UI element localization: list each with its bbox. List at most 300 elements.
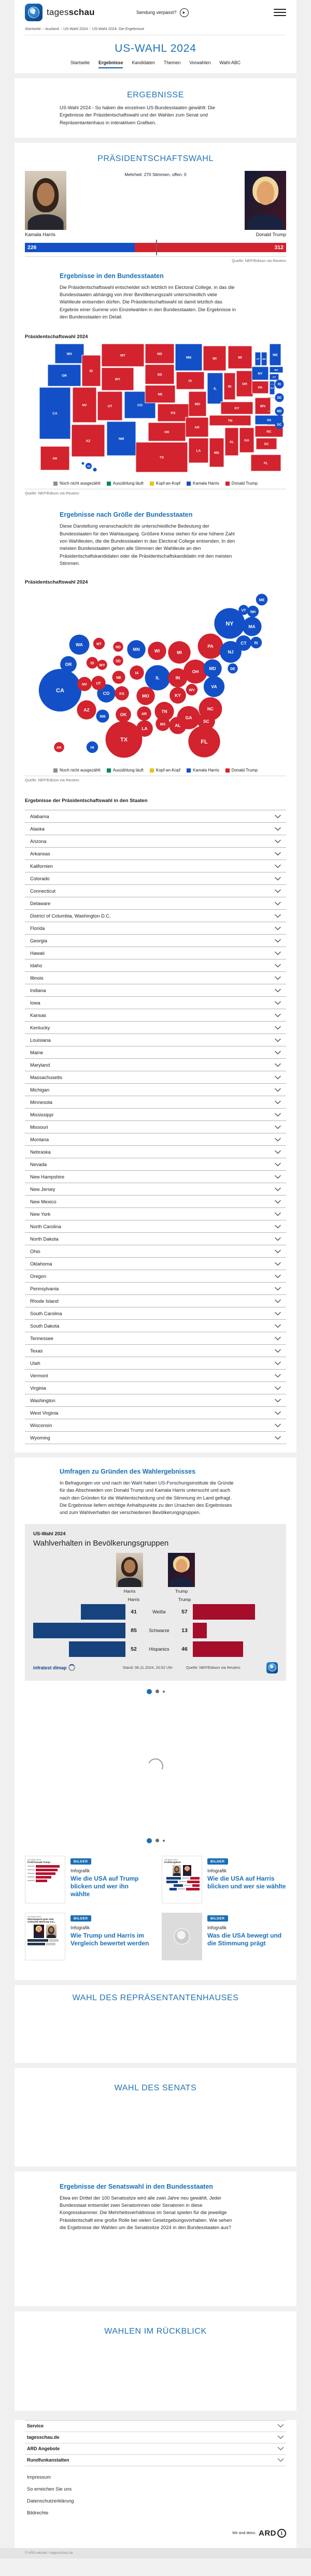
review-heading: WAHLEN IM RÜCKBLICK (104, 2326, 207, 2336)
trump-bar (193, 1641, 243, 1657)
svg-text:NE: NE (116, 676, 121, 680)
tab-vorwahlen[interactable]: Vorwahlen (189, 60, 211, 65)
us-choropleth-map[interactable] (25, 344, 286, 473)
svg-text:AL: AL (175, 722, 181, 728)
svg-text:KS: KS (119, 692, 124, 696)
state-row[interactable] (25, 1096, 286, 1108)
state-row[interactable] (25, 947, 286, 959)
majority-marker (156, 240, 157, 255)
state-row-label: Arkansas (30, 851, 50, 856)
source-note: Quelle: NEP/Edison via Reuters (25, 778, 79, 783)
state-row-label: Pennsylvania (30, 1286, 59, 1291)
chevron-down-icon (275, 1386, 281, 1390)
state-row[interactable] (25, 835, 286, 847)
svg-text:CT: CT (273, 376, 276, 379)
svg-text:ID: ID (89, 369, 93, 373)
harris-bar (81, 1604, 125, 1620)
state-row[interactable] (25, 984, 286, 996)
chart-title: Wahlverhalten in Bevölkerungsgruppen (33, 1538, 169, 1548)
chevron-down-icon (275, 1100, 281, 1104)
chevron-down-icon (277, 2447, 284, 2451)
chevron-down-icon (275, 1026, 281, 1030)
legend-swatch (53, 482, 58, 486)
chevron-down-icon (275, 1312, 281, 1316)
state-row[interactable] (25, 1083, 286, 1096)
teaser-kicker: Infografik (207, 1868, 227, 1873)
svg-text:ND: ND (157, 352, 162, 356)
svg-text:OH: OH (242, 382, 247, 386)
svg-text:MS: MS (160, 722, 166, 726)
state-row[interactable] (25, 1133, 286, 1145)
state-row-label: Utah (30, 1360, 40, 1366)
svg-text:MT: MT (96, 642, 102, 646)
carousel-dot-active[interactable] (147, 1838, 152, 1843)
footer-accordion-label: Rundfunkanstalten (27, 2457, 69, 2463)
svg-text:NC: NC (266, 430, 272, 434)
legend-label: Donald Trump (231, 481, 258, 486)
state-row-label: Colorado (30, 876, 50, 881)
legend-label: Kopf-an-Kopf (156, 768, 181, 773)
svg-text:WA: WA (66, 352, 73, 356)
svg-text:MA: MA (274, 369, 278, 372)
loading-area (25, 1694, 286, 1838)
chevron-down-icon (275, 1038, 281, 1042)
electoral-votes-bar (25, 243, 286, 252)
svg-text:NM: NM (100, 715, 106, 719)
thumb-title: Profilvergleich (164, 1860, 181, 1864)
state-row[interactable] (25, 909, 286, 922)
svg-text:TX: TX (120, 737, 128, 744)
state-row[interactable] (25, 1319, 286, 1332)
chevron-down-icon (275, 1399, 281, 1403)
svg-text:WI: WI (213, 357, 217, 361)
svg-text:AR: AR (194, 426, 200, 430)
state-row[interactable] (25, 1046, 286, 1058)
svg-text:IA: IA (135, 671, 139, 675)
state-row[interactable] (25, 971, 286, 984)
state-row[interactable] (25, 1245, 286, 1257)
state-row-label: Nevada (30, 1161, 47, 1167)
header-card (15, 0, 296, 73)
polls-heading[interactable]: Umfragen zu Gründen des Wahlergebnisses (60, 1468, 196, 1476)
teaser-kicker: Infografik (70, 1925, 90, 1930)
bubble-map-legend (25, 768, 286, 773)
footer-accordion-row[interactable] (25, 2454, 286, 2466)
state-row[interactable] (25, 860, 286, 872)
svg-text:IN: IN (228, 385, 232, 389)
harris-photo (25, 171, 66, 230)
play-icon[interactable]: ▶ (180, 8, 189, 17)
teaser-card (25, 1856, 149, 1903)
chevron-down-icon (275, 827, 281, 831)
legend-item (225, 768, 258, 773)
svg-text:VA: VA (211, 683, 217, 689)
globe-icon (174, 1928, 190, 1945)
footer-accordion-label: ARD Angebote (27, 2446, 60, 2452)
svg-text:IA: IA (188, 379, 192, 383)
tagesschau-logo-icon[interactable]: 1 (25, 4, 43, 21)
harris-bar (69, 1641, 125, 1657)
state-row[interactable] (25, 934, 286, 947)
svg-text:SC: SC (264, 442, 269, 446)
thumb-title: Überwiegend gute oder schlechte Meinung von... (27, 1917, 56, 1923)
ard-footer-logo: ARD 1 (259, 2529, 286, 2538)
svg-text:AZ: AZ (83, 707, 90, 712)
footer-accordion-label: tagesschau.de (27, 2435, 60, 2440)
category-label: Weiße (152, 1609, 166, 1614)
legend-swatch (107, 768, 111, 773)
svg-text:KS: KS (171, 411, 176, 415)
presidential-card (15, 143, 296, 1452)
state-row-label: Wyoming (30, 1435, 50, 1440)
trump-bar (193, 1623, 207, 1638)
chevron-down-icon (275, 864, 281, 868)
loading-spinner-icon (146, 1756, 165, 1775)
carousel-dot-active[interactable] (147, 1689, 152, 1694)
svg-text:AK: AK (56, 746, 62, 750)
trump-ev-value: 312 (274, 244, 284, 251)
bilder-badge: BILDER (207, 1858, 228, 1865)
svg-text:TN: TN (161, 708, 167, 714)
tab-kandidaten[interactable]: Kandidaten (132, 60, 155, 65)
thumb-kicker: US-Wahl 2024 (27, 1915, 41, 1918)
senate-results-heading[interactable]: Ergebnisse der Senatswahl in den Bundesstaaten (60, 2182, 213, 2190)
ard-tagline: Wir sind deins. (232, 2531, 256, 2535)
mini-photo (34, 1925, 44, 1938)
state-accordion (25, 810, 286, 1444)
states-section-heading[interactable]: Ergebnisse in den Bundesstaaten (60, 272, 164, 280)
legend-label: Kamala Harris (193, 481, 219, 486)
state-row[interactable] (25, 897, 286, 909)
footer-accordion (25, 2420, 286, 2466)
infographic-teasers (25, 1856, 286, 1960)
teaser-title-link[interactable]: Wie die USA auf Harris blicken und wer sie wählte (207, 1874, 286, 1890)
legend-item (53, 768, 101, 773)
state-row[interactable] (25, 1158, 286, 1170)
source-note: Quelle: NEP/Edison via Reuters (232, 258, 286, 263)
tagesschau-wordmark[interactable]: tagesschau (47, 7, 95, 17)
state-row[interactable] (25, 959, 286, 971)
chevron-down-icon (275, 1411, 281, 1415)
state-row-label: Iowa (30, 1000, 40, 1006)
svg-text:DE: DE (230, 667, 235, 671)
trump-value: 57 (181, 1608, 188, 1615)
state-row[interactable] (25, 1369, 286, 1381)
trump-bar (193, 1604, 255, 1620)
svg-text:VA: VA (266, 418, 272, 423)
harris-value: 85 (131, 1627, 137, 1634)
state-row[interactable] (25, 1034, 286, 1046)
bilder-badge: BILDER (207, 1915, 228, 1922)
mini-photo (183, 1865, 191, 1876)
teaser-thumbnail[interactable] (162, 1856, 202, 1903)
svg-text:HI: HI (90, 746, 94, 750)
legend-label: Kamala Harris (193, 768, 219, 773)
footer-link[interactable]: So erreichen Sie uns (27, 2486, 72, 2492)
teaser-text (70, 1913, 149, 1960)
state-row-label: Kalifornien (30, 863, 53, 869)
chevron-down-icon (275, 976, 281, 980)
state-row[interactable] (25, 1257, 286, 1270)
bubble-map-label: Präsidentschaftswahl 2024 (25, 579, 88, 586)
trump-caption: Trump (175, 1588, 188, 1594)
state-row[interactable] (25, 810, 286, 822)
results-heading: ERGEBNISSE (126, 91, 185, 99)
legend-item (107, 768, 144, 773)
chart-stand: Stand: 06.11.2024, 20:52 Uhr (122, 1665, 173, 1670)
svg-text:AL: AL (229, 440, 234, 444)
svg-text:CT: CT (241, 640, 247, 646)
state-row-label: Louisiana (30, 1037, 51, 1043)
state-row[interactable] (25, 822, 286, 835)
state-row[interactable] (25, 1406, 286, 1419)
state-row[interactable] (25, 1394, 286, 1406)
chevron-down-icon (275, 1138, 281, 1142)
svg-text:NH: NH (250, 610, 256, 614)
breadcrumb-separator-icon: › (42, 26, 44, 31)
polls-text: In Befragungen vor und nach der Wahl haben US-Forschungsinstitute die Gründe für das Abschneiden von Donald Trump und Kamala Harris untersucht und auch nach den Gründen für die Wahlentscheidung und die Stimmung im Land gefragt. Die Ergebnisse liefern wichtige Anhaltspunkte zu den Ursachen des Ergebnisses und zum Wahlverhalten der verschiedenen Bevölkerungsgruppen. (60, 1480, 234, 1516)
chevron-down-icon (275, 852, 281, 856)
svg-text:AK: AK (52, 457, 58, 461)
chevron-down-icon (275, 1200, 281, 1204)
demographics-chart (33, 1597, 278, 1657)
teaser-kicker: Infografik (207, 1925, 227, 1930)
svg-text:TX: TX (159, 456, 164, 460)
harris-ev-bar (25, 243, 135, 252)
teaser-thumbnail[interactable] (162, 1913, 202, 1960)
chevron-down-icon (275, 839, 281, 843)
state-row[interactable] (25, 1009, 286, 1021)
teaser-kicker: Infografik (70, 1868, 90, 1873)
carousel-dot[interactable] (156, 1690, 159, 1693)
state-row-label: Maryland (30, 1062, 50, 1068)
harris-bar-cell (33, 1623, 125, 1638)
chevron-down-icon (275, 1013, 281, 1017)
chevron-down-icon (275, 1175, 281, 1179)
state-row[interactable] (25, 1145, 286, 1158)
state-row[interactable] (25, 847, 286, 860)
state-row-label: Montana (30, 1137, 49, 1142)
footer-link[interactable]: Impressum (27, 2474, 51, 2480)
legend-swatch (187, 482, 191, 486)
footer-link[interactable]: Datenschutzerklärung (27, 2498, 74, 2504)
legend-label: Kopf-an-Kopf (156, 481, 181, 486)
chevron-down-icon (275, 1287, 281, 1291)
house-card (15, 1985, 296, 2063)
svg-text:MO: MO (142, 693, 149, 698)
svg-text:FL: FL (201, 739, 208, 746)
state-row-label: Connecticut (30, 888, 56, 894)
state-row[interactable] (25, 1183, 286, 1195)
tab-themen[interactable]: Themen (164, 60, 181, 65)
svg-text:WV: WV (260, 404, 266, 409)
state-row[interactable] (25, 1058, 286, 1071)
state-row-label: Delaware (30, 900, 51, 906)
state-row[interactable] (25, 1419, 286, 1431)
state-row[interactable] (25, 1307, 286, 1319)
state-row[interactable] (25, 922, 286, 934)
svg-text:OR: OR (65, 661, 72, 667)
chevron-down-icon (275, 1063, 281, 1067)
state-row-label: Wisconsin (30, 1422, 52, 1428)
chevron-down-icon (275, 1299, 281, 1303)
results-intro-card (15, 78, 296, 138)
svg-text:SC: SC (203, 718, 209, 724)
carousel-dot[interactable] (163, 1840, 165, 1842)
trump-photo (245, 171, 286, 230)
carousel-dot[interactable] (156, 1839, 159, 1842)
state-row[interactable] (25, 1294, 286, 1307)
svg-text:MO: MO (194, 402, 201, 406)
teaser-title-link[interactable]: Wie Trump und Harris im Vergleich bewertet werden (70, 1931, 149, 1947)
legend-item (150, 481, 180, 486)
svg-text:LA: LA (196, 449, 201, 453)
state-row[interactable] (25, 1120, 286, 1133)
trump-column-header: Trump (178, 1596, 191, 1602)
state-row-label: District of Columbia, Washington D.C. (30, 913, 111, 919)
chevron-down-icon (277, 2458, 284, 2462)
footer-link[interactable]: Bildrechte (27, 2510, 49, 2515)
state-row[interactable] (25, 996, 286, 1009)
trump-bar-cell (193, 1604, 278, 1620)
tab-wahl-abc[interactable]: Wahl-ABC (219, 60, 241, 65)
svg-text:TN: TN (228, 419, 233, 423)
state-row[interactable] (25, 1207, 286, 1220)
chevron-down-icon (277, 2435, 284, 2439)
state-row-label: North Carolina (30, 1224, 61, 1229)
missed-broadcast-label: Sendung verpasst? (136, 10, 177, 15)
svg-text:CO: CO (137, 403, 143, 407)
state-row[interactable] (25, 1332, 286, 1344)
footer-accordion-row[interactable] (25, 2420, 286, 2432)
state-row[interactable] (25, 1071, 286, 1083)
legend-label: Noch nicht ausgezählt (60, 768, 101, 773)
state-row-label: Illinois (30, 975, 44, 981)
us-bubble-map[interactable] (25, 588, 286, 760)
breadcrumb-item[interactable]: US-Wahl 2024: Die Ergebnisse (92, 26, 145, 31)
chevron-down-icon (275, 988, 281, 993)
state-row-label: Idaho (30, 963, 43, 968)
trump-name: Donald Trump (256, 231, 286, 237)
hamburger-menu-icon[interactable] (274, 9, 286, 17)
chevron-down-icon (275, 1162, 281, 1167)
svg-text:HI: HI (87, 465, 90, 469)
svg-text:MS: MS (214, 451, 219, 455)
legend-label: Auszählung läuft (112, 768, 144, 773)
demographics-chart-card (25, 1524, 286, 1681)
state-row-label: Minnesota (30, 1099, 52, 1105)
state-row[interactable] (25, 1381, 286, 1394)
state-row[interactable] (25, 884, 286, 897)
carousel-dot[interactable] (163, 1691, 165, 1693)
breadcrumb-item[interactable]: US-Wahl 2024 (63, 26, 88, 31)
state-row[interactable] (25, 1282, 286, 1294)
svg-text:NJ: NJ (228, 649, 234, 654)
state-row-label: South Carolina (30, 1311, 62, 1316)
svg-text:ME: ME (273, 353, 278, 357)
svg-text:WY: WY (115, 377, 121, 382)
chevron-down-icon (275, 901, 281, 906)
svg-text:OR: OR (62, 374, 67, 378)
teaser-thumbnail[interactable] (25, 1913, 65, 1960)
state-row[interactable] (25, 1195, 286, 1207)
choropleth-label: Präsidentschaftswahl 2024 (25, 334, 88, 340)
svg-text:DC: DC (277, 424, 282, 427)
state-row-label: Kansas (30, 1012, 47, 1018)
state-row[interactable] (25, 1431, 286, 1444)
breadcrumb-item[interactable]: Ausland (45, 26, 59, 31)
mini-photo (173, 1865, 181, 1876)
state-row[interactable] (25, 1344, 286, 1357)
state-row-label: Tennessee (30, 1335, 53, 1341)
chevron-down-icon (275, 1436, 281, 1440)
harris-value: 41 (131, 1608, 137, 1615)
state-row[interactable] (25, 1170, 286, 1183)
state-row[interactable] (25, 1232, 286, 1245)
tab-startseite[interactable]: Startseite (70, 60, 90, 65)
breadcrumb-item[interactable]: Startseite (25, 26, 41, 31)
svg-text:OH: OH (192, 668, 199, 674)
state-row[interactable] (25, 1270, 286, 1282)
chevron-down-icon (275, 1324, 281, 1328)
svg-text:NJ: NJ (271, 387, 274, 390)
legend-swatch (187, 768, 191, 773)
state-row-label: Alaska (30, 826, 45, 832)
svg-text:CA: CA (56, 688, 64, 694)
chevron-down-icon (275, 1274, 281, 1278)
state-row[interactable] (25, 1108, 286, 1120)
chevron-down-icon (275, 926, 281, 930)
tab-ergebnisse[interactable]: Ergebnisse (98, 60, 123, 68)
harris-column-header: Harris (128, 1596, 140, 1602)
legend-item (53, 481, 101, 486)
svg-text:GA: GA (185, 715, 192, 720)
harris-ev-value: 226 (27, 244, 37, 251)
legend-swatch (53, 768, 58, 773)
legend-item (225, 481, 258, 486)
size-section-heading[interactable]: Ergebnisse nach Größe der Bundesstaaten (60, 511, 193, 519)
legend-item (187, 768, 219, 773)
teaser-title-link[interactable]: Wie die USA auf Trump blicken und wer ihn wählte (70, 1874, 139, 1898)
state-row[interactable] (25, 1220, 286, 1232)
trump-value: 13 (181, 1627, 188, 1634)
harris-photo-small (116, 1553, 143, 1587)
state-row[interactable] (25, 1021, 286, 1034)
chevron-down-icon (275, 964, 281, 968)
state-row-label: Maine (30, 1050, 44, 1055)
state-row[interactable] (25, 872, 286, 884)
missed-broadcast-link[interactable] (136, 8, 189, 17)
teaser-thumbnail[interactable] (25, 1856, 65, 1903)
svg-text:KY: KY (234, 406, 239, 411)
svg-text:NH: NH (262, 358, 266, 361)
harris-value: 52 (131, 1646, 137, 1652)
footer-accordion-label: Service (27, 2423, 44, 2429)
presidential-heading: PRÄSIDENTSCHAFTSWAHL (97, 154, 214, 163)
state-row[interactable] (25, 1357, 286, 1369)
legend-swatch (225, 482, 230, 486)
page-title: US-WAHL 2024 (115, 42, 196, 54)
footer-accordion-row[interactable] (25, 2432, 286, 2443)
state-row-label: Mississippi (30, 1112, 53, 1117)
teaser-title-link[interactable]: Was die USA bewegt und die Stimmung prägt (207, 1931, 282, 1947)
bilder-badge: BILDER (70, 1858, 91, 1865)
source-note: Quelle: NEP/Edison via Reuters (25, 491, 79, 496)
footer-accordion-row[interactable] (25, 2443, 286, 2454)
svg-text:NE: NE (158, 392, 163, 397)
size-section-text: Diese Darstellung veranschaulicht die unterschiedliche Bedeutung der Bundesstaaten für den Wahlausgang. Größere Kreise stehen für eine höhere Zahl von Wahlleuten, die die Bundesstaaten in das Electoral College entsenden. In den meisten Bundesstaaten gehen alle Stimmen der Wahlleute an den Präsidentschaftskandidaten oder die Präsidentschaftskandidatin mit den meisten Stimmen. (60, 523, 235, 566)
trump-value: 46 (181, 1646, 188, 1652)
